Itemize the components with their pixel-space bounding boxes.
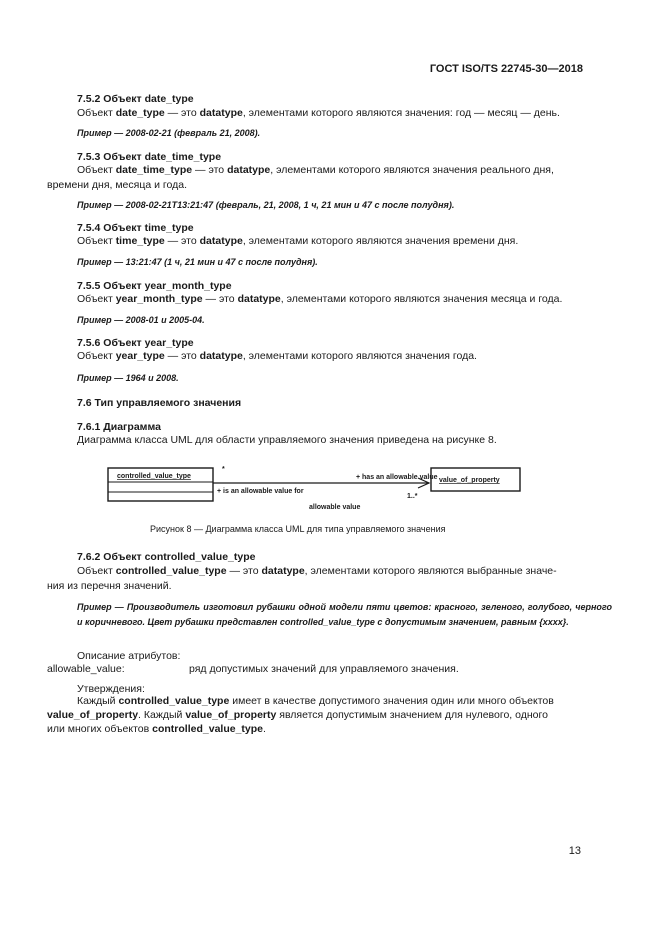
text-segment: , элементами которого являются значения месяца и года. xyxy=(280,293,563,305)
heading-7-5-2: 7.5.2 Объект date_type xyxy=(77,93,194,105)
para-7-5-5 xyxy=(77,291,562,307)
heading-7-6: 7.6 Тип управляемого значения xyxy=(77,397,242,409)
para-7-5-4 xyxy=(77,233,518,249)
heading-7-5-4: 7.5.4 Объект time_type xyxy=(77,222,194,234)
class-name-value-of-property: value_of_property xyxy=(439,477,500,484)
term-controlled-value-type: controlled_value_type xyxy=(152,723,264,735)
heading-7-5-5: 7.5.5 Объект year_month_type xyxy=(77,280,232,292)
example-7-6-2 xyxy=(77,600,612,630)
text-segment: — это xyxy=(226,565,262,577)
term-datatype: datatype xyxy=(227,164,271,176)
attributes-title: Описание атрибутов: xyxy=(77,650,181,662)
term-value-of-property: value_of_property xyxy=(185,709,277,721)
class-box-controlled-value-type xyxy=(108,468,213,501)
role-is-allowable-value-for: + is an allowable value for xyxy=(217,488,304,495)
text-segment: , элементами которого являются значения времени дня. xyxy=(242,235,519,247)
para-7-5-2 xyxy=(77,105,560,121)
text-segment: — это xyxy=(164,107,200,119)
term-datatype: datatype xyxy=(199,235,243,247)
para-7-6-1: Диаграмма класса UML для области управляемого значения приведена на рисунке 8. xyxy=(77,434,497,446)
para-7-6-2 xyxy=(77,563,557,579)
standard-header: ГОСТ ISO/TS 22745-30—2018 xyxy=(429,63,583,75)
term-datatype: datatype xyxy=(237,293,281,305)
term-value-of-property: value_of_property xyxy=(47,709,139,721)
term-datatype: datatype xyxy=(199,107,243,119)
term-controlled-value-type: controlled_value_type xyxy=(115,565,227,577)
label-allowable-value: allowable value xyxy=(309,504,361,511)
attribute-description: ряд допустимых значений для управляемого значения. xyxy=(189,663,459,675)
term-controlled-value-type: controlled_value_type xyxy=(118,695,230,707)
para-7-5-3-line2: времени дня, месяца и года. xyxy=(47,179,187,191)
text-segment: Объект xyxy=(77,164,116,176)
text-segment: , элементами которого являются значения года. xyxy=(242,350,477,362)
text-segment: — это xyxy=(192,164,228,176)
role-has-allowable-value: + has an allowable value xyxy=(356,474,438,481)
term-date-time-type: date_time_type xyxy=(115,164,193,176)
text-segment: имеет в качестве допустимого значения один или много объектов xyxy=(229,695,554,707)
term-time-type: time_type xyxy=(115,235,165,247)
para-7-5-6 xyxy=(77,348,477,364)
text-segment: Каждый xyxy=(77,695,119,707)
text-segment: или многих объектов xyxy=(47,723,153,735)
text-segment: Объект xyxy=(77,293,116,305)
example-7-6-2-text: Пример — Производитель изготовил рубашки одной модели пяти цветов: красного, зеленого, голубого, черного и коричневого. Цвет рубашки представлен controlled_value_type с допустимым значением, равным {xxxx}. xyxy=(77,602,612,627)
example-7-5-4: Пример — 13:21:47 (1 ч, 21 мин и 47 с после полудня). xyxy=(77,257,318,267)
text-segment: Объект xyxy=(77,350,116,362)
example-7-5-3: Пример — 2008-02-21T13:21:47 (февраль, 21, 2008, 1 ч, 21 мин и 47 с после полудня). xyxy=(77,200,455,210)
text-segment: Объект xyxy=(77,235,116,247)
example-7-5-2: Пример — 2008-02-21 (февраль 21, 2008). xyxy=(77,128,261,138)
class-name-controlled-value-type: controlled_value_type xyxy=(117,473,191,480)
text-segment: . xyxy=(263,723,266,735)
text-segment: , элементами которого являются выбранные значе- xyxy=(304,565,557,577)
example-7-5-6: Пример — 1964 и 2008. xyxy=(77,373,179,383)
para-7-5-3 xyxy=(77,162,554,178)
heading-7-6-2: 7.6.2 Объект controlled_value_type xyxy=(77,551,256,563)
text-segment: , элементами которого являются значения реального дня, xyxy=(270,164,554,176)
heading-7-5-3: 7.5.3 Объект date_time_type xyxy=(77,151,222,163)
term-year-type: year_type xyxy=(115,350,165,362)
page-number: 13 xyxy=(568,845,581,857)
example-7-5-5: Пример — 2008-01 и 2005-04. xyxy=(77,315,205,325)
term-year-month-type: year_month_type xyxy=(115,293,203,305)
text-segment: , элементами которого являются значения: год — месяц — день. xyxy=(242,107,560,119)
text-segment: Объект xyxy=(77,107,116,119)
heading-7-6-1: 7.6.1 Диаграмма xyxy=(77,421,161,433)
text-segment: Объект xyxy=(77,565,116,577)
text-segment: . Каждый xyxy=(138,709,186,721)
figure-caption: Рисунок 8 — Диаграмма класса UML для типа управляемого значения xyxy=(150,524,446,534)
text-segment: — это xyxy=(164,235,200,247)
term-datatype: datatype xyxy=(199,350,243,362)
assertion-line3 xyxy=(47,721,266,737)
assertions-title: Утверждения: xyxy=(77,683,145,695)
term-datatype: datatype xyxy=(261,565,305,577)
text-segment: — это xyxy=(164,350,200,362)
class-box-value-of-property xyxy=(431,468,520,491)
uml-class-diagram xyxy=(100,460,530,520)
text-segment: является допустимым значением для нулевого, одного xyxy=(276,709,548,721)
text-segment: — это xyxy=(202,293,238,305)
multiplicity-left: * xyxy=(222,466,225,473)
attribute-name: allowable_value: xyxy=(47,663,125,675)
para-7-6-2-line2: ния из перечня значений. xyxy=(47,580,172,592)
multiplicity-right: 1..* xyxy=(407,493,418,500)
heading-7-5-6: 7.5.6 Объект year_type xyxy=(77,337,194,349)
term-date-type: date_type xyxy=(115,107,165,119)
